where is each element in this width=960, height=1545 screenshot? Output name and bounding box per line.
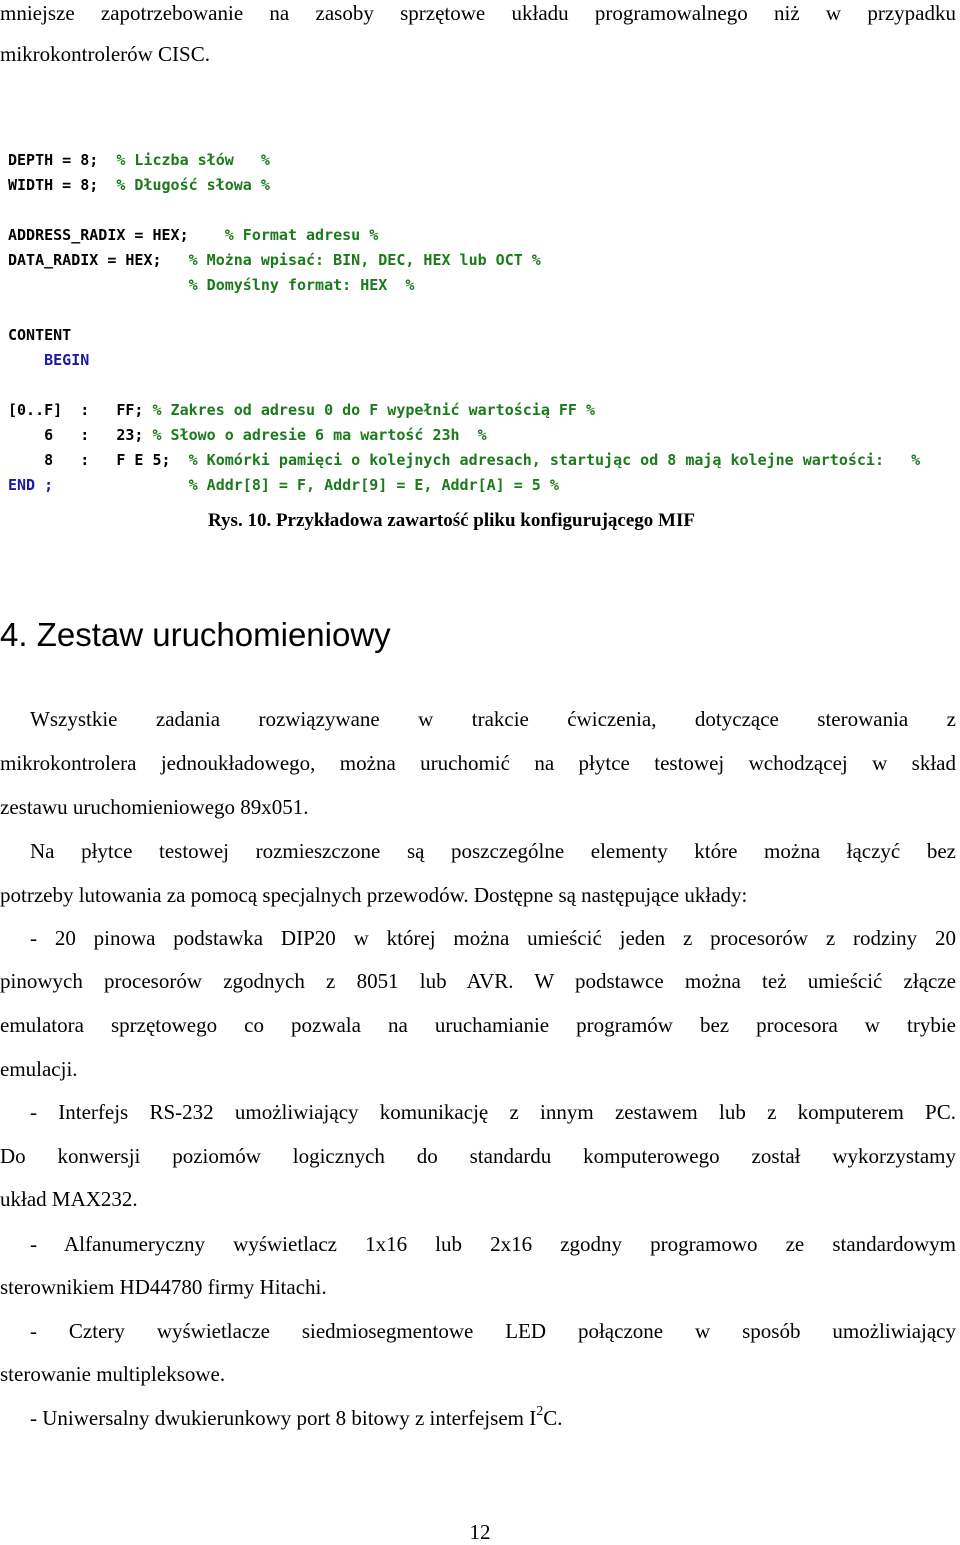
- code-line: [8, 325, 71, 345]
- figure-caption: Rys. 10. Przykładowa zawartość pliku konfigurującego MIF: [208, 510, 695, 531]
- body-text-line: mikrokontrolerów CISC.: [0, 42, 210, 66]
- body-text-line: Do konwersji poziomów logicznych do standardu komputerowego został wykorzystamy: [0, 1144, 956, 1168]
- code-line: [8, 475, 559, 495]
- superscript: 2: [536, 1404, 544, 1419]
- code-comment: % Długość słowa %: [116, 176, 270, 194]
- body-text-line: mikrokontrolera jednoukładowego, można uruchomić na płytce testowej wchodzącej w skład: [0, 751, 956, 775]
- code-text: DEPTH = 8;: [8, 151, 117, 169]
- code-comment: % Liczba słów %: [116, 151, 270, 169]
- code-line: [8, 350, 89, 370]
- page-number: 12: [469, 1520, 491, 1544]
- body-text-line: [30, 1405, 562, 1435]
- code-comment: % Komórki pamięci o kolejnych adresach, startując od 8 mają kolejne wartości: %: [188, 451, 921, 469]
- body-text-line: - 20 pinowa podstawka DIP20 w której można umieścić jeden z procesorów z rodziny 20: [30, 926, 956, 950]
- code-comment: % Format adresu %: [224, 226, 379, 244]
- code-text: [0..F] : FF;: [8, 401, 153, 419]
- body-text-line: emulatora sprzętowego co pozwala na uruchamianie programów bez procesora w trybie: [0, 1013, 956, 1037]
- body-text-line: Na płytce testowej rozmieszczone są poszczególne elementy które można łączyć bez: [30, 839, 956, 863]
- body-text-line: pinowych procesorów zgodnych z 8051 lub AVR. W podstawce można też umieścić złącze: [0, 969, 956, 993]
- code-line: [8, 175, 270, 195]
- code-line: [8, 400, 595, 420]
- body-text-line: układ MAX232.: [0, 1187, 138, 1211]
- mif-code-figure: [8, 145, 958, 505]
- code-text: ADDRESS_RADIX = HEX;: [8, 226, 225, 244]
- code-line: [8, 425, 487, 445]
- code-text: DATA_RADIX = HEX;: [8, 251, 189, 269]
- body-text: - Uniwersalny dwukierunkowy port 8 bitowy z interfejsem I: [30, 1406, 537, 1430]
- code-line: [8, 250, 541, 270]
- code-text: WIDTH = 8;: [8, 176, 117, 194]
- body-text-line: sterownikiem HD44780 firmy Hitachi.: [0, 1275, 327, 1299]
- body-text-line: sterowanie multipleksowe.: [0, 1362, 226, 1386]
- body-text-line: zestawu uruchomieniowego 89x051.: [0, 795, 309, 819]
- code-comment: % Addr[8] = F, Addr[9] = E, Addr[A] = 5 %: [188, 476, 559, 494]
- body-text-line: emulacji.: [0, 1057, 78, 1081]
- code-line: [8, 225, 378, 245]
- code-line: [8, 450, 920, 470]
- code-line: [8, 150, 270, 170]
- code-text: 8 : F E 5;: [8, 451, 189, 469]
- body-text-line: - Alfanumeryczny wyświetlacz 1x16 lub 2x16 zgodny programowo ze standardowym: [30, 1232, 956, 1256]
- body-text-line: mniejsze zapotrzebowanie na zasoby sprzętowe układu programowalnego niż w przypadku: [0, 1, 956, 25]
- code-comment: % Domyślny format: HEX %: [188, 276, 415, 294]
- code-comment: % Zakres od adresu 0 do F wypełnić wartością FF %: [152, 401, 596, 419]
- body-text-line: - Interfejs RS-232 umożliwiający komunikację z innym zestawem lub z komputerem PC.: [30, 1100, 956, 1124]
- code-text: CONTENT: [8, 326, 72, 344]
- code-comment: % Można wpisać: BIN, DEC, HEX lub OCT %: [188, 251, 541, 269]
- section-heading: 4. Zestaw uruchomieniowy: [0, 616, 391, 653]
- body-text-line: Wszystkie zadania rozwiązywane w trakcie ćwiczenia, dotyczące sterowania z: [30, 707, 956, 731]
- code-text: 6 : 23;: [8, 426, 153, 444]
- code-line: [8, 275, 414, 295]
- code-text: BEGIN: [8, 351, 90, 369]
- body-text-line: - Cztery wyświetlacze siedmiosegmentowe LED połączone w sposób umożliwiający: [30, 1319, 956, 1343]
- body-text-line: potrzeby lutowania za pomocą specjalnych przewodów. Dostępne są następujące układy:: [0, 883, 748, 907]
- code-text: [8, 276, 189, 294]
- body-text: C.: [543, 1406, 563, 1430]
- code-comment: % Słowo o adresie 6 ma wartość 23h %: [152, 426, 487, 444]
- code-text: END ;: [8, 476, 189, 494]
